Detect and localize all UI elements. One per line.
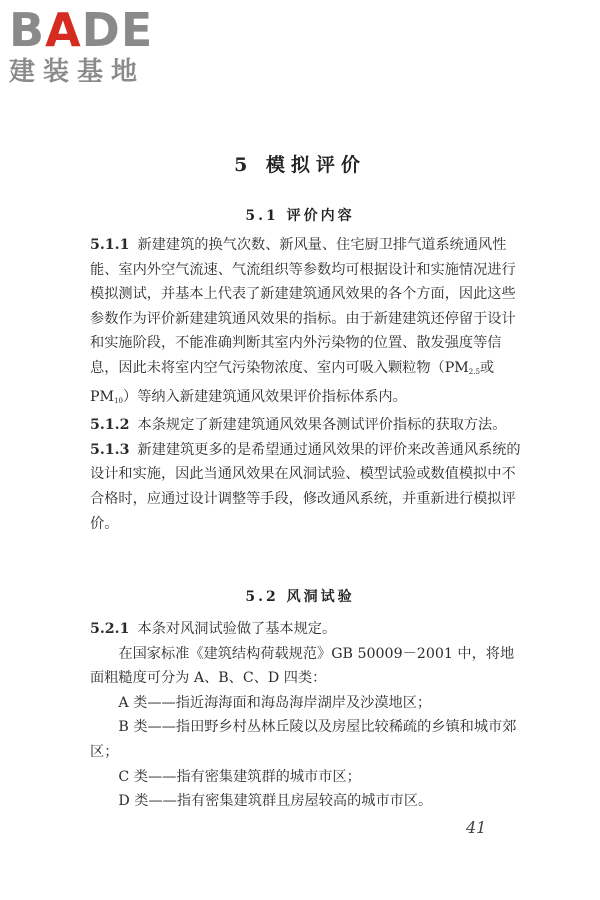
clause-number: 5.1.2 xyxy=(90,417,130,434)
section-5-1-body xyxy=(90,233,522,536)
clause-text: 或 PM xyxy=(90,359,495,405)
pm-subscript: 10 xyxy=(114,396,123,405)
clause-text: 本条规定了新建建筑通风效果各测试评价指标的获取方法。 xyxy=(137,417,507,434)
roughness-class-d: D 类——指有密集建筑群且房屋较高的城市市区。 xyxy=(118,793,433,810)
clause-text: 新建建筑更多的是希望通过通风效果的评价来改善通风系统的设计和实施，因此当通风效果在风洞试验、模型试验或数值模拟中不合格时，应通过设计调整等手段，修改通风系统，并重新进行模拟评价。 xyxy=(90,441,521,532)
logo-subtitle: 建装基地 xyxy=(9,57,146,87)
standard-paragraph: 在国家标准《建筑结构荷载规范》GB 50009－2001 中，将地面粗糙度可分为 A、B、C、D 四类： xyxy=(90,645,515,687)
roughness-class-b: B 类——指田野乡村丛林丘陵以及房屋比较稀疏的乡镇和城市郊区； xyxy=(90,719,517,760)
roughness-class-c: C 类——指有密集建筑群的城市市区； xyxy=(118,768,361,785)
clause-text: 新建建筑的换气次数、新风量、住宅厨卫排气道系统通风性能、室内外空气流速、气流组织等参数均可根据设计和实施情况进行模拟测试，并基本上代表了新建建筑通风效果的各个方面，因此这些参数作为评价新建建筑通风效果的指标。由于新建建筑还停留于设计和实施阶段，不能准确判断其室内外污染物的位置、散发强度等信息，因此未将室内空气污染物浓度、室内可吸入颗粒物（PM xyxy=(90,237,516,376)
clause-number: 5.2.1 xyxy=(90,621,130,637)
pm-subscript: 2.5 xyxy=(468,367,480,376)
page-number: 41 xyxy=(466,818,487,837)
logo-wordmark: BADE xyxy=(9,3,154,57)
clause-number: 5.1.1 xyxy=(90,237,130,253)
clause-5-2-1 xyxy=(90,617,522,642)
bade-logo xyxy=(9,3,179,88)
clause-5-1-3 xyxy=(90,438,522,536)
clause-text: 本条对风洞试验做了基本规定。 xyxy=(137,621,337,637)
clause-5-1-1 xyxy=(90,233,522,413)
section-title-5-1: 5.1 评价内容 xyxy=(245,208,355,224)
clause-text: ）等纳入新建建筑通风效果评价指标体系内。 xyxy=(123,388,407,405)
logo-accent-letter: A xyxy=(45,3,82,57)
chapter-title: 5 模拟评价 xyxy=(234,154,366,176)
clause-5-1-2 xyxy=(90,413,522,438)
section-title-5-2: 5.2 风洞试验 xyxy=(245,589,355,605)
clause-number: 5.1.3 xyxy=(90,441,130,458)
section-5-2-body xyxy=(90,617,522,814)
roughness-class-a: A 类——指近海海面和海岛海岸湖岸及沙漠地区； xyxy=(118,694,432,711)
